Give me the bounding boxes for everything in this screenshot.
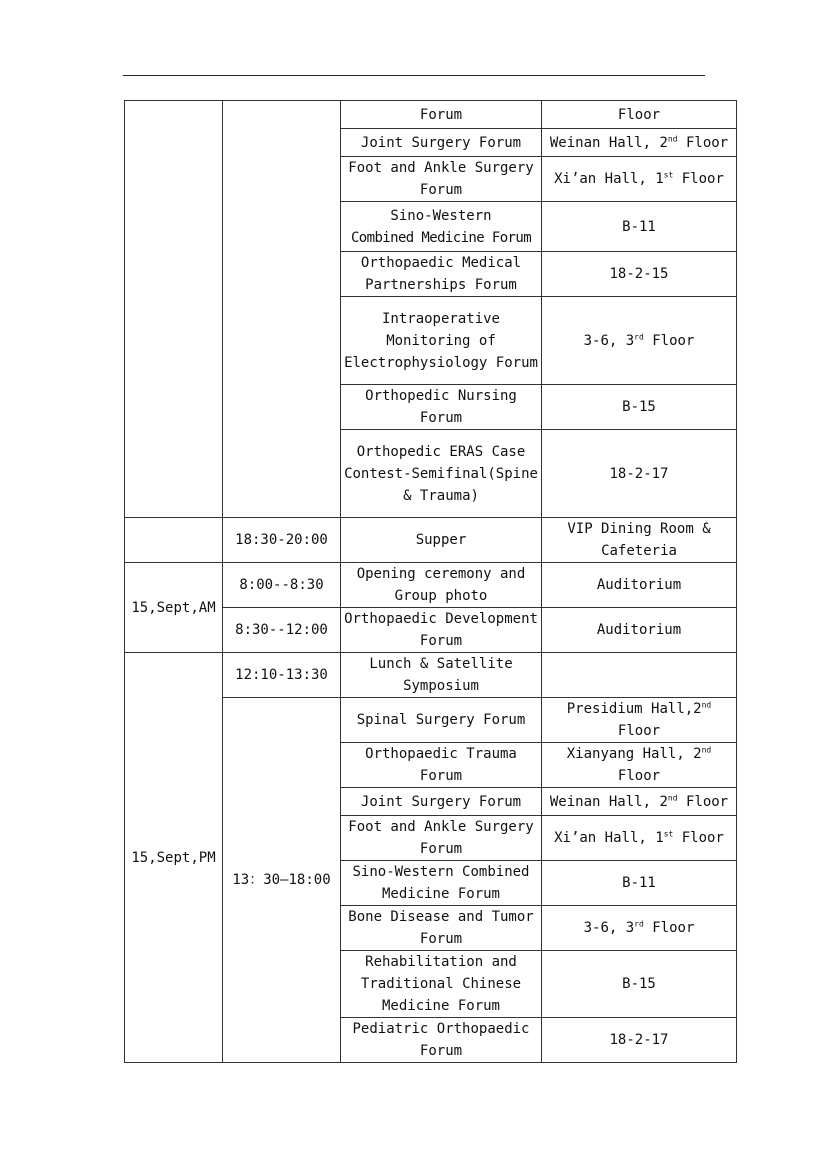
forum-cell: Foot and Ankle Surgery Forum — [341, 157, 542, 202]
venue-ordinal: nd — [667, 792, 678, 802]
venue-cell — [542, 129, 737, 157]
table-row — [125, 563, 737, 608]
venue-ordinal: nd — [701, 745, 712, 755]
event-cell: Opening ceremony and Group photo — [341, 563, 542, 608]
venue-text: Xianyang Hall, 2 — [566, 746, 702, 762]
venue-tail: Floor — [677, 793, 729, 810]
forum-cell: Orthopedic Nursing Forum — [341, 385, 542, 430]
venue-cell: B-15 — [542, 385, 737, 430]
venue-cell — [542, 157, 737, 202]
forum-cell: Bone Disease and Tumor Forum — [341, 906, 542, 951]
event-cell: Lunch & Satellite Symposium — [341, 653, 542, 698]
venue-tail: Floor — [617, 768, 661, 784]
schedule-table — [124, 100, 737, 1063]
event-cell: Supper — [341, 518, 542, 563]
venue-cell: B-11 — [542, 202, 737, 252]
venue-cell — [542, 906, 737, 951]
venue-tail: Floor — [643, 920, 695, 936]
venue-ordinal: st — [663, 829, 674, 839]
venue-cell: B-15 — [542, 951, 737, 1018]
venue-ordinal: nd — [701, 700, 712, 710]
time-cell-empty — [223, 101, 341, 518]
forum-cell: Intraoperative Monitoring of Electrophysiology Forum — [341, 297, 542, 385]
date-cell: 15,Sept,AM — [125, 563, 223, 653]
date-cell: 15,Sept,PM — [125, 653, 223, 1063]
venue-ordinal: st — [663, 170, 674, 180]
venue-cell — [542, 788, 737, 816]
venue-tail: Floor — [643, 332, 695, 349]
forum-cell: Orthopedic ERAS Case Contest-Semifinal(Spine & Trauma) — [341, 430, 542, 518]
time-cell: 13：30—18:00 — [223, 698, 341, 1063]
venue-text: Weinan Hall, 2 — [549, 134, 668, 151]
venue-cell — [542, 698, 737, 743]
venue-cell — [542, 297, 737, 385]
forum-cell: Orthopaedic Medical Partnerships Forum — [341, 252, 542, 297]
table-row — [125, 101, 737, 129]
table-row — [125, 653, 737, 698]
venue-ordinal: nd — [667, 133, 678, 143]
time-cell: 12:10-13:30 — [223, 653, 341, 698]
date-cell-empty — [125, 518, 223, 563]
venue-cell: B-11 — [542, 861, 737, 906]
venue-ordinal: rd — [634, 919, 644, 929]
venue-tail: Floor — [673, 830, 724, 846]
venue-cell: Auditorium — [542, 563, 737, 608]
venue-tail: Floor — [617, 723, 661, 739]
venue-tail: Floor — [673, 171, 724, 187]
time-cell: 18:30-20:00 — [223, 518, 341, 563]
forum-line: Combined Medicine Forum — [350, 229, 532, 246]
forum-cell: Spinal Surgery Forum — [341, 698, 542, 743]
venue-cell — [542, 743, 737, 788]
event-cell: Orthopaedic Development Forum — [341, 608, 542, 653]
forum-cell: Joint Surgery Forum — [341, 129, 542, 157]
venue-cell: VIP Dining Room & Cafeteria — [542, 518, 737, 563]
forum-cell: Orthopaedic Trauma Forum — [341, 743, 542, 788]
venue-cell: Floor — [542, 101, 737, 129]
venue-ordinal: rd — [634, 331, 644, 341]
forum-line: Sino-Western — [390, 207, 492, 224]
time-cell: 8:00--8:30 — [223, 563, 341, 608]
venue-text: 3-6, 3 — [583, 332, 635, 349]
forum-cell: Pediatric Orthopaedic Forum — [341, 1018, 542, 1063]
forum-cell: Forum — [341, 101, 542, 129]
forum-cell: Joint Surgery Forum — [341, 788, 542, 816]
venue-cell — [542, 816, 737, 861]
venue-text: Xi’an Hall, 1 — [554, 171, 664, 187]
forum-cell: Foot and Ankle Surgery Forum — [341, 816, 542, 861]
venue-tail: Floor — [677, 134, 729, 151]
venue-cell: 18-2-15 — [542, 252, 737, 297]
forum-cell: Sino-Western Combined Medicine Forum — [341, 861, 542, 906]
date-cell-empty — [125, 101, 223, 518]
venue-text: Presidium Hall,2 — [566, 701, 702, 717]
venue-text: Weinan Hall, 2 — [549, 793, 668, 810]
header-rule — [123, 75, 705, 76]
forum-cell — [341, 202, 542, 252]
venue-cell: Auditorium — [542, 608, 737, 653]
venue-cell: 18-2-17 — [542, 1018, 737, 1063]
venue-cell — [542, 653, 737, 698]
venue-text: Xi’an Hall, 1 — [554, 830, 664, 846]
venue-cell: 18-2-17 — [542, 430, 737, 518]
venue-text: 3-6, 3 — [583, 920, 635, 936]
table-row — [125, 518, 737, 563]
time-cell: 8:30--12:00 — [223, 608, 341, 653]
forum-cell: Rehabilitation and Traditional Chinese Medicine Forum — [341, 951, 542, 1018]
